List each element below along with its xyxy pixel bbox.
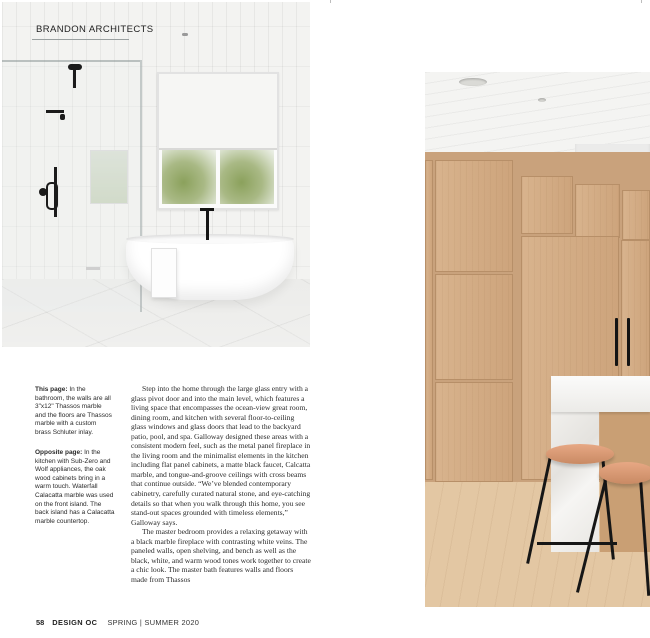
cabinet-panel [425,160,433,480]
tub-faucet-spout [200,208,214,211]
cabinet-handle [627,318,630,366]
cabinet-door [435,160,513,272]
upper-cabinet [521,176,573,234]
shower-arm [73,68,76,88]
window [157,72,279,210]
brand-label: BRANDON ARCHITECTS [36,24,154,35]
tub-rim [126,234,294,244]
tub-faucet [206,208,209,240]
hand-shower-hose [46,182,58,210]
body-paragraph: The master bedroom provides a relaxing getaway with a black marble fireplace with contrasting white veins. The paneled walls, open shelving, and bench as well as the black, white, and warm wood tones work together to create a chic look. The master bath features walls and floors made from Thassos [131,527,311,584]
caption-heading: This page: [35,386,68,393]
caption-text: In the kitchen with Sub-Zero and Wolf appliances, the oak wood cabinets bring in a warm touch. Waterfall Calacatta marble was used on the front island. The back island has a Calacatta marble countertop. [35,449,115,525]
ceiling-light [182,33,188,36]
floor-drain [86,267,100,270]
shower-head [60,114,65,120]
article-body [131,384,311,584]
magazine-name: DESIGN OC [52,618,98,627]
window-pane [220,150,274,204]
caption-this-page [35,386,113,438]
shower-glass [2,60,142,312]
issue-season: SPRING | SUMMER 2020 [107,618,200,627]
caption-heading: Opposite page: [35,449,83,456]
page-footer [36,618,199,627]
stool-seat [546,444,614,464]
recessed-light [459,78,487,86]
bathroom-photo [2,2,310,347]
crop-mark [330,0,331,3]
crop-mark [641,0,642,3]
roller-shade [159,74,277,150]
recessed-light [538,98,546,102]
stool-footrest [537,542,617,545]
body-paragraph: Step into the home through the large glass entry with a glass pivot door and into the main level, which features a living space that encompasses the ocean-view great room, dining room, and kitchen with several floor-to-ceiling glass windows and glass doors that lead to the backyard patio, pool, and spa. Galloway designed these areas with a consistent modern feel, such as the metal panel fireplace in the living room and the minimalist elements in the kitchen including flat panel cabinets, a matte black faucet, Calcatta marble, and tongue-and-groove ceilings with cross beams that continue outside. “We’ve blended contemporary cabinetry, carefully curated natural stone, and eye-catching details so that when you walk through this home, you see stand-out spaces grounded with timeless elements,” Galloway says. [131,384,311,527]
shower-valve [39,188,47,196]
upper-cabinet [575,184,620,238]
cabinet-door [435,382,513,482]
stool-seat [599,462,650,484]
caption-text: In the bathroom, the walls are all 3"x12" Thassos marble and the floors are Thassos marble with a custom brass Schluter inlay. [35,386,112,436]
towel [151,248,177,298]
kitchen-photo [425,72,650,607]
cabinet-handle [615,318,618,366]
cabinet-door [435,274,513,380]
upper-cabinet [622,190,650,240]
window-pane [162,150,216,204]
shower-glass-rail [2,60,140,62]
brand-rule [32,39,129,40]
caption-opposite-page [35,449,115,526]
shower-head-arm [46,110,64,113]
marble-countertop [551,376,650,412]
page-number: 58 [36,618,45,627]
